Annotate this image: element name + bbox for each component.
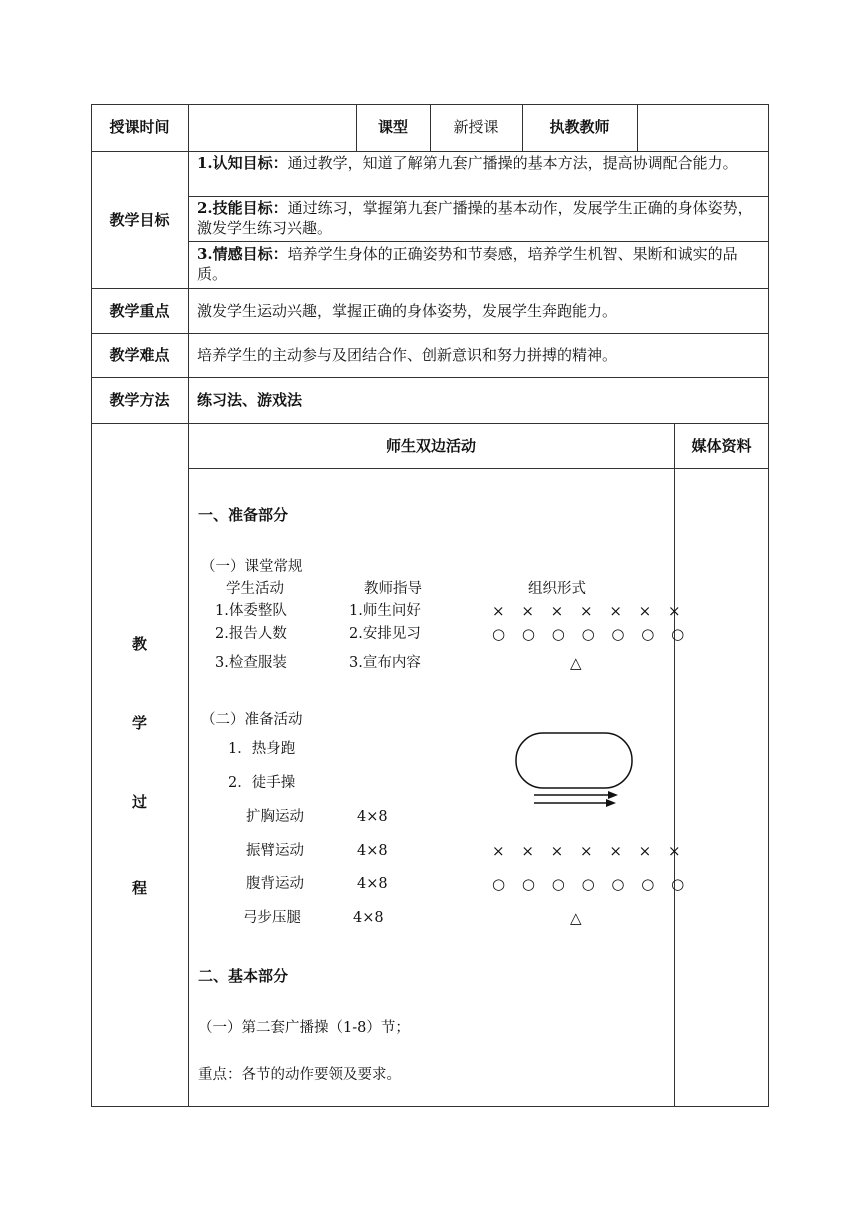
row-divider — [91, 423, 769, 424]
goals-label: 教学目标 — [109, 211, 170, 229]
exercise-name: 振臂运动 — [246, 843, 304, 859]
process-label-char: 学 — [131, 714, 147, 732]
exercise-name: 弓步压腿 — [243, 910, 301, 926]
activity-header: 师生双边活动 — [385, 437, 476, 455]
goal-skill — [197, 198, 765, 238]
process-label-char: 程 — [131, 879, 147, 897]
formation-students-row: ○ ○ ○ ○ ○ ○ ○ — [492, 875, 691, 893]
exercise-count: 4×8 — [357, 843, 388, 859]
row-divider — [91, 288, 769, 289]
routine-col-teacher: 教师指导 — [364, 581, 422, 597]
routine-teacher-item: 2.安排见习 — [349, 626, 421, 642]
routine-teacher-item: 1.师生问好 — [349, 603, 421, 619]
column-divider — [188, 104, 189, 1107]
row-divider — [91, 333, 769, 334]
type-label: 课型 — [377, 118, 408, 136]
routine-student-item: 2.报告人数 — [215, 626, 287, 642]
method-label: 教学方法 — [109, 391, 170, 409]
goal-emotion-text: 培养学生身体的正确姿势和节奏感，培养学生机智、果断和诚实的品质。 — [197, 245, 738, 283]
running-track-diagram — [512, 730, 636, 812]
formation-teacher-mark: △ — [570, 654, 582, 672]
key-point-text: 激发学生运动兴趣，掌握正确的身体姿势，发展学生奔跑能力。 — [197, 302, 618, 320]
exercise-name: 腹背运动 — [246, 876, 304, 892]
warmup-item: 1．热身跑 — [228, 741, 296, 757]
row-divider — [91, 377, 769, 378]
exercise-count: 4×8 — [357, 809, 388, 825]
difficulty-text: 培养学生的主动参与及团结合作、创新意识和努力拼搏的精神。 — [197, 346, 618, 364]
basic-key: 重点：各节的动作要领及要求。 — [198, 1067, 401, 1083]
exercise-count: 4×8 — [357, 876, 388, 892]
goal-cognitive-title: 1.认知目标： — [197, 154, 288, 172]
routine-title: （一）课堂常规 — [201, 559, 303, 575]
column-divider — [637, 104, 638, 151]
goal-emotion-title: 3.情感目标： — [197, 245, 288, 263]
routine-col-form: 组织形式 — [528, 581, 586, 597]
goal-skill-title: 2.技能目标： — [197, 199, 288, 217]
goal-cognitive-text: 通过教学，知道了解第九套广播操的基本方法，提高协调配合能力。 — [287, 154, 738, 172]
difficulty-label: 教学难点 — [109, 346, 170, 364]
media-header: 媒体资料 — [691, 437, 752, 455]
key-point-label: 教学重点 — [109, 302, 170, 320]
warmup-item: 2．徒手操 — [228, 775, 296, 791]
exercise-name: 扩胸运动 — [246, 809, 304, 825]
track-oval — [516, 733, 632, 788]
formation-students-row: ○ ○ ○ ○ ○ ○ ○ — [492, 625, 691, 643]
formation-students-row: × × × × × × × — [492, 602, 687, 620]
row-divider — [188, 241, 769, 242]
routine-col-student: 学生活动 — [226, 581, 284, 597]
process-label-char: 过 — [131, 793, 147, 811]
formation-students-row: × × × × × × × — [492, 842, 687, 860]
routine-student-item: 3.检查服装 — [215, 655, 287, 671]
teacher-label: 执教教师 — [549, 118, 610, 136]
warmup-title: （二）准备活动 — [201, 712, 303, 728]
goal-cognitive — [197, 153, 765, 173]
basic-item: （一）第二套广播操（1-8）节； — [198, 1020, 410, 1036]
process-label-char: 教 — [131, 635, 147, 653]
arrow-head — [608, 791, 618, 799]
column-divider — [674, 423, 675, 1107]
formation-teacher-mark: △ — [570, 909, 582, 927]
arrow-head — [606, 799, 616, 807]
exercise-count: 4×8 — [353, 910, 384, 926]
row-divider — [188, 468, 769, 469]
method-text: 练习法、游戏法 — [197, 391, 303, 409]
goal-emotion — [197, 244, 765, 284]
routine-teacher-item: 3.宣布内容 — [349, 655, 421, 671]
part1-title: 一、准备部分 — [198, 506, 289, 524]
row-divider — [91, 151, 769, 152]
type-value: 新授课 — [453, 118, 499, 136]
part2-title: 二、基本部分 — [198, 967, 289, 985]
row-divider — [188, 196, 769, 197]
routine-student-item: 1.体委整队 — [215, 603, 287, 619]
time-label: 授课时间 — [109, 118, 170, 136]
goal-skill-text: 通过练习，掌握第九套广播操的基本动作，发展学生正确的身体姿势，激发学生练习兴趣。 — [197, 199, 753, 237]
